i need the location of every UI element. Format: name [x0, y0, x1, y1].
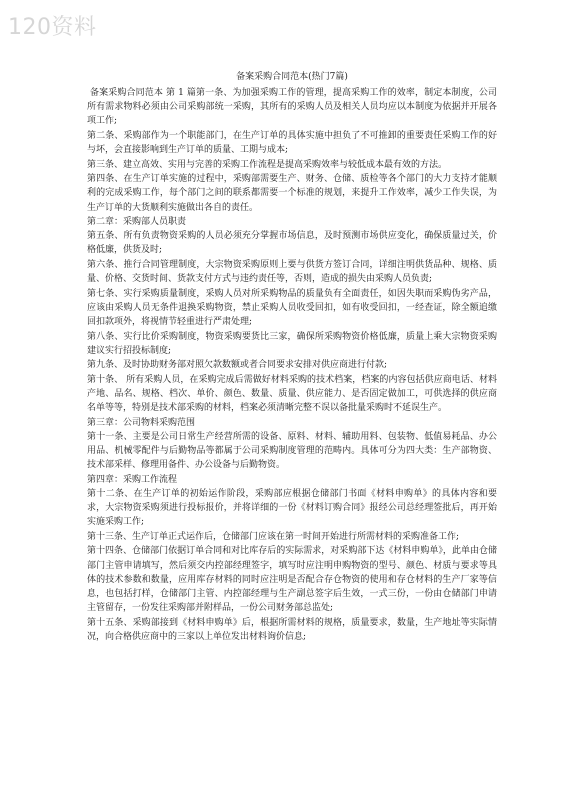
article-paragraph: 第二条、采购部作为一个职能部门，在生产订单的具体实施中担负了不可推卸的重要责任采购工作的好与坏，会直接影响到生产订单的质量、工期与成本; [87, 130, 497, 156]
article-paragraph: 第十四条、仓储部门依据订单合同和对比库存后的实际需求，对采购部下达《材料申购单》，此单由仓储部门主管申请填写，然后须交内控部经理签字，填写时应注明申购物资的型号、颜色、材质与要求等具体的技术参数和数量，应用库存材料的同时应注明是否配合存仓物资的使用和存仓材料的生产厂家等信息，也包括打样，仓储部门主管、内控部经理与生产副总签字后生效，一式三份，一份由仓储部门申请主管留存，一份发往采购部并附样品，一份公司财务部总监处; [87, 546, 497, 614]
article-paragraph: 第十一条、主要是公司日常生产经营所需的设备、原料、材料、辅助用料、包装物、低值易耗品、办公用品、机械零配件与后勤物品等都属于公司采购制度管理的范畴内。具体可分为四大类：生产部物资、技术部采样、修理用备件、办公设备与后勤物资。 [87, 431, 497, 471]
document-body [87, 86, 497, 644]
section-heading: 第四章：采购工作流程 [87, 474, 178, 485]
section-heading: 第二章：采购部人员职责 [87, 217, 187, 228]
section-heading: 第三章：公司物料采购范围 [87, 417, 196, 428]
article-paragraph: 第五条、所有负责物资采购的人员必须充分掌握市场信息，及时预测市场供应变化，确保质量过关，价格低廉，供货及时; [87, 231, 497, 256]
article-paragraph: 第十条、 所有采购人员，在采购完成后需做好材料采购的技术档案，档案的内容包括供应商电话、材料产地、品名、规格、档次、单价、颜色、数量、质量、供应能力、是否固定做加工，可供选择的供应商名单等等，特别是技术部采购的材料，档案必须清晰完整不误以备批量采购时不延误生产。 [87, 374, 497, 414]
article-paragraph: 第八条、实行比价采购制度，物资采购要货比三家，确保所采购物资价格低廉，质量上乘大宗物资采购建议实行招投标制度; [87, 331, 497, 356]
document-page [87, 70, 497, 644]
article-paragraph: 第九条、及时协助财务部对照欠款数额或者合同要求安排对供应商进行付款; [87, 360, 388, 371]
article-paragraph: 备案采购合同范本 第 1 篇第一条、为加强采购工作的管理，提高采购工作的效率，制定本制度，公司所有需求物料必须由公司采购部统一采购，其所有的采购人员及相关人员均应以本制度为依据并开展各项工作; [87, 88, 497, 127]
article-paragraph: 第四条、在生产订单实施的过程中，采购部需要生产、财务、仓储、质检等各个部门的大力支持才能顺利的完成采购工作，每个部门之间的联系都需要一个标准的规划，来提升工作效率，减少工作失误，为生产订单的大货顺利实施做出各自的责任。 [87, 174, 497, 213]
article-paragraph: 第三条、建立高效、实用与完善的采购工作流程是提高采购效率与较低成本最有效的方法。 [87, 159, 448, 170]
article-paragraph: 第十五条、采购部接到《材料申购单》后，根据所需材料的规格，质量要求，数量，生产地址等实际情况，向合格供应商中的三家以上单位发出材料询价信息; [87, 617, 497, 642]
watermark-logo: 120资料 [8, 15, 97, 40]
document-title: 备案采购合同范本(热门7篇) [236, 72, 348, 82]
article-paragraph: 第七条、实行采购质量制度，采购人员对所采购物品的质量负有全面责任，如因失职而采购伪劣产品，应该由采购人员无条件退换采购物资，禁止采购人员收受回扣，如有收受回扣，一经查证，除全额追缴回扣款项外，将视情节轻重进行严肃处理; [87, 288, 497, 328]
article-paragraph: 第六条、推行合同管理制度，大宗物资采购原则上要与供货方签订合同，详细注明供货品种、规格、质量、价格、交货时间、货款支付方式与违约责任等，否则，造成的损失由采购人员负责; [87, 259, 497, 285]
article-paragraph: 第十二条、在生产订单的初始运作阶段，采购部应根据仓储部门书面《材料申购单》的具体内容和要求，大宗物资采购须进行投标报价，并将详细的一份《材料订购合同》报经公司总经理签批后，再开始实施采购工作; [87, 488, 497, 528]
article-paragraph: 第十三条、生产订单正式运作后，仓储部门应该在第一时间开始进行所需材料的采购准备工作; [87, 531, 460, 542]
